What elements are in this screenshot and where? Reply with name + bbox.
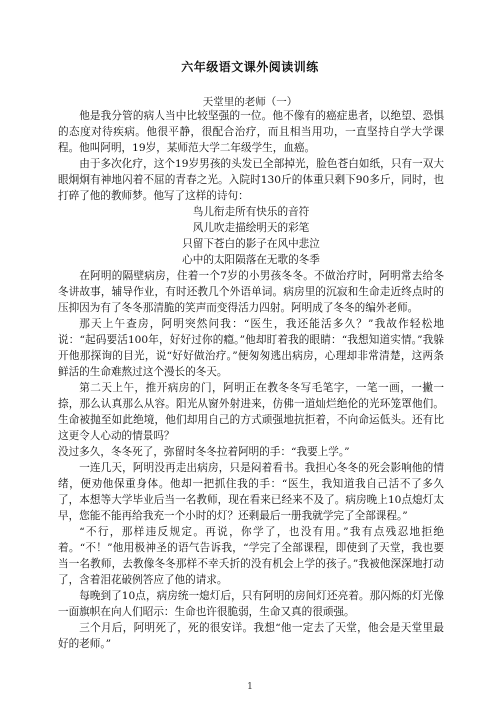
article-title: 天堂里的老师（一） — [202, 96, 298, 108]
paragraph: 一连几天，阿明没再走出病房，只是闷着看书。我担心冬冬的死会影响他的情绪，便劝他保重身体。他却一把抓住我的手：“医生，我知道我自己活不了多久了，本想等大学毕业后当一名教师，现在看来已经来不及了。病房晚上10点熄灯太早，您能不能再给我充一个小时的灯？还剩最后一册我就学完了全部课程。” — [58, 462, 444, 522]
paragraph: 第二天上午，推开病房的门，阿明正在教冬冬写毛笔字，一笔一画，一撇一捺，那么认真那么从容。阳光从窗外射进来，仿佛一道灿烂绝伦的光环笼罩他们。生命被抛至如此绝境，他们却用自己的方式顽强地抗拒着，不向命运低头。还有比这更令人心动的情景吗？ — [58, 382, 444, 442]
document-title: 六年级语文课外阅读训练 — [181, 60, 319, 74]
paragraph: 他是我分管的病人当中比较坚强的一位。他不像有的癌症患者，以绝望、恐惧的态度对待疾病。他很平静，很配合治疗，而且相当用功，一直坚持自学大学课程。他叫阿明，19岁，某师范大学二年级学生，血癌。 — [58, 110, 444, 154]
paragraph: 三个月后，阿明死了，死的很安详。我想“他一定去了天堂，他会是天堂里最好的老师。” — [58, 622, 444, 650]
paragraph: “不行，那样违反规定。再说，你学了，也没有用。”我有点残忍地拒绝着。“不！”他用极神圣的语气告诉我，“学完了全部课程，即使到了天堂，我也要当一名教师，去教像冬冬那样不幸夭折的没有机会上学的孩子。”我被他深深地打动了，含着泪花破例答应了他的请求。 — [58, 526, 444, 586]
paragraph: 每晚到了10点，病房统一熄灯后，只有阿明的房间灯还亮着。那闪烁的灯光像一面旗帜在向人们昭示：生命也许很脆弱，生命又真的很顽强。 — [58, 590, 444, 618]
article-body — [58, 108, 444, 652]
poem-line: 鸟儿衔走所有快乐的音符 — [192, 206, 310, 218]
paragraph: 没过多久，冬冬死了，弥留时冬冬拉着阿明的手：“我要上学。” — [58, 446, 350, 458]
page-number: 1 — [247, 682, 253, 692]
poem-line: 风儿吹走描绘明天的彩笔 — [192, 222, 310, 234]
poem-line: 只留下苍白的影子在风中悲泣 — [182, 238, 320, 250]
paragraph: 由于多次化疗，这个19岁男孩的头发已全部掉光，脸色苍白如纸，只有一双大眼炯炯有神地闪着不屈的青春之光。入院时130斤的体重只剩下90多斤，同时，也打碎了他的教师梦。他写了这样的诗句： — [58, 158, 444, 202]
paragraph: 那天上午查房，阿明突然问我：“医生，我还能活多久？”我故作轻松地说：“起码要活100年，好好过你的瘾。”他却盯着我的眼睛：“我想知道实情。”我躲开他那探询的目光，说“好好做治疗。”便匆匆逃出病房，心理却非常清楚，这两条鲜活的生命难熬过这个漫长的冬天。 — [58, 318, 444, 378]
poem-line: 心中的太阳陨落在无歌的冬季 — [182, 254, 320, 266]
paragraph: 在阿明的隔壁病房，住着一个7岁的小男孩冬冬。不做治疗时，阿明常去给冬冬讲故事，辅导作业，有时还教几个外语单词。病房里的沉寂和生命走近终点时的压抑因为有了冬冬那清脆的笑声而变得活力四射。阿明成了冬冬的编外老师。 — [58, 270, 444, 314]
